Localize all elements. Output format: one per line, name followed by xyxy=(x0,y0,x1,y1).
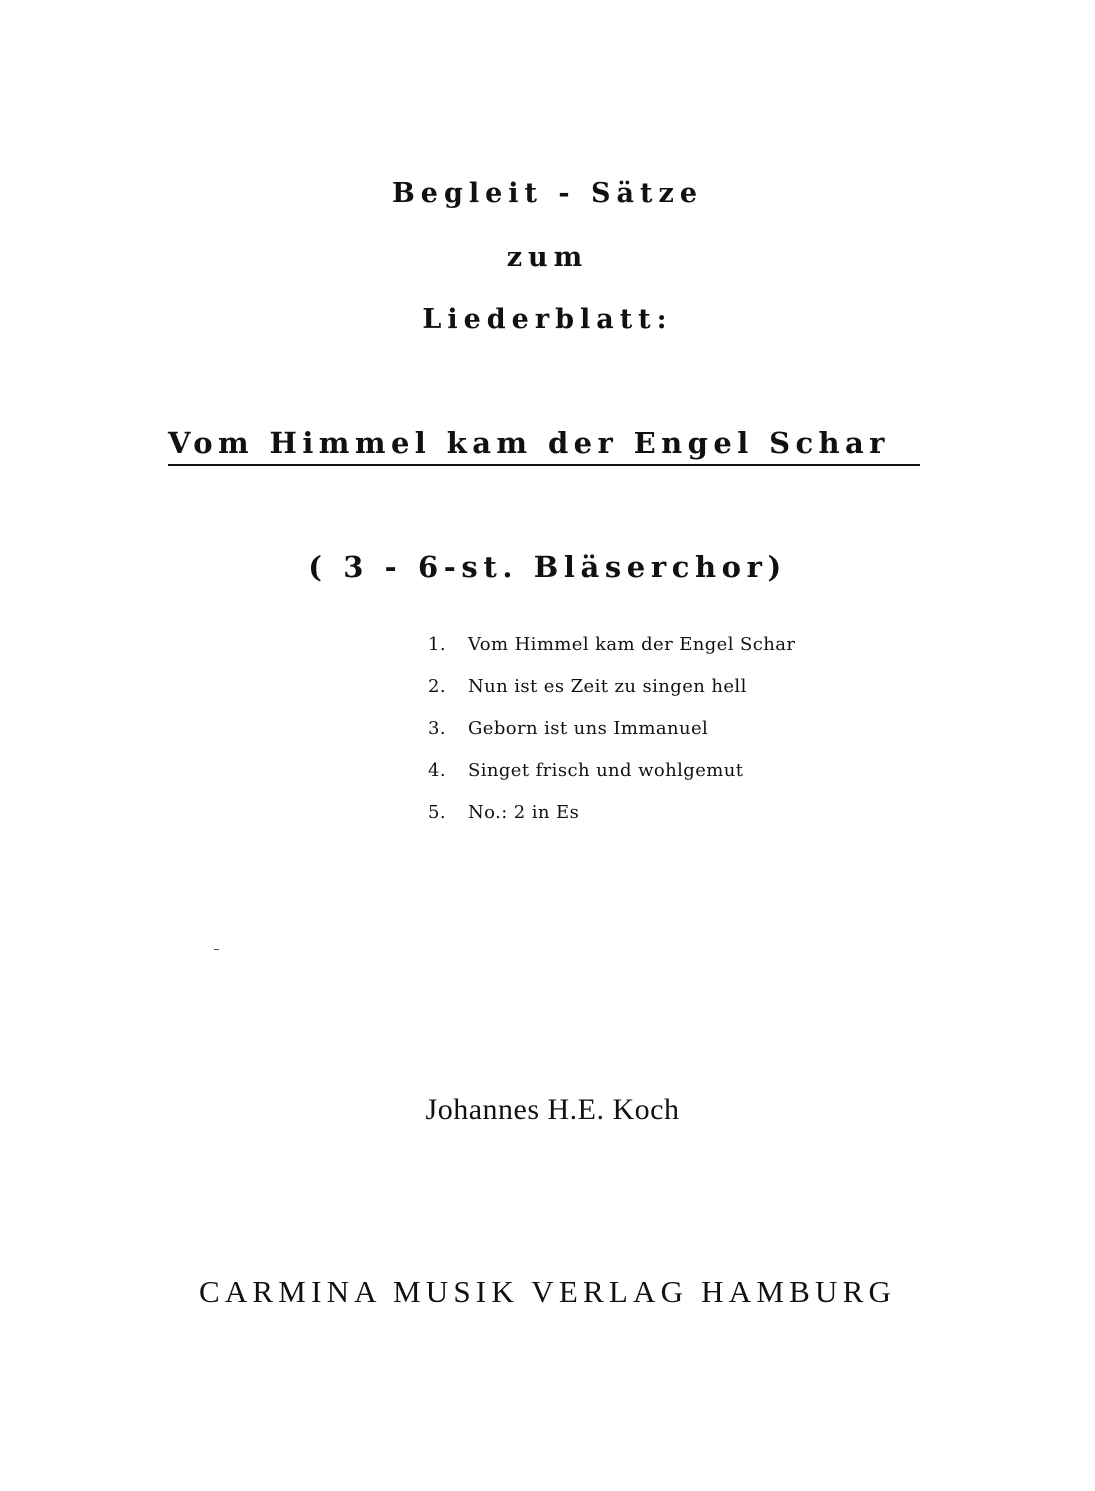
item-number: 2. xyxy=(428,676,446,697)
item-title: No.: 2 in Es xyxy=(468,802,580,823)
publisher-name: CARMINA MUSIK VERLAG HAMBURG xyxy=(198,1274,897,1309)
item-title: Vom Himmel kam der Engel Schar xyxy=(468,634,796,655)
header-line-2: zum xyxy=(506,242,589,273)
list-item xyxy=(428,714,795,756)
subtitle: ( 3 - 6-st. Bläserchor) xyxy=(308,550,787,584)
contents-list xyxy=(428,630,795,840)
item-number: 3. xyxy=(428,718,446,739)
item-title: Nun ist es Zeit zu singen hell xyxy=(468,676,747,697)
item-number: 5. xyxy=(428,802,446,823)
scan-speck xyxy=(214,949,219,950)
list-item xyxy=(428,798,795,840)
main-title: Vom Himmel kam der Engel Schar xyxy=(168,426,920,466)
item-title: Singet frisch und wohlgemut xyxy=(468,760,744,781)
list-item xyxy=(428,672,795,714)
header-line-3: Liederblatt: xyxy=(422,304,673,335)
item-title: Geborn ist uns Immanuel xyxy=(468,718,709,739)
header-line-1: Begleit - Sätze xyxy=(391,178,704,209)
item-number: 1. xyxy=(428,634,446,655)
item-number: 4. xyxy=(428,760,446,781)
list-item xyxy=(428,756,795,798)
list-item xyxy=(428,630,795,672)
author-name: Johannes H.E. Koch xyxy=(425,1093,680,1126)
